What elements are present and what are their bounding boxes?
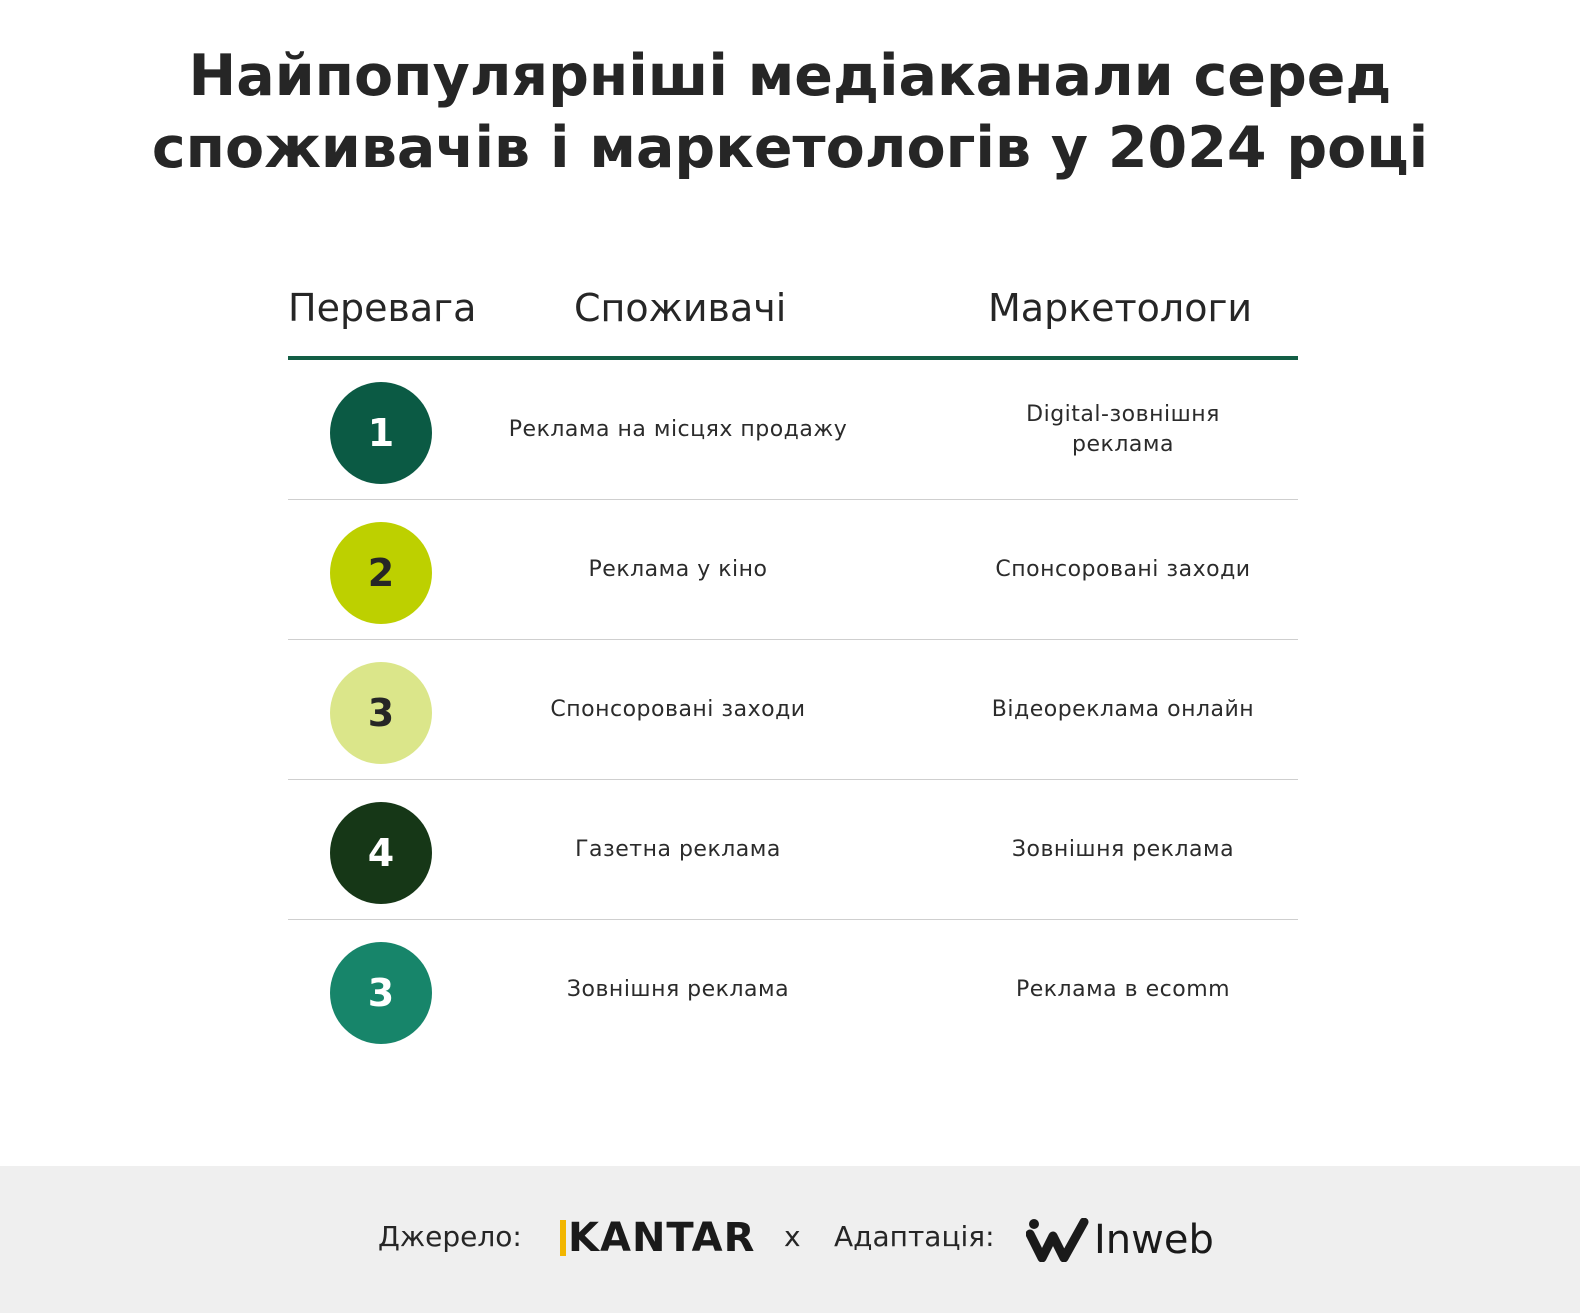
table-row — [288, 920, 1298, 1059]
rank-badge: 3 — [330, 942, 432, 1044]
marketer-channel: Digital-зовнішня реклама — [1026, 401, 1220, 457]
separator-x: x — [784, 1220, 801, 1253]
page-title — [0, 40, 1580, 184]
inweb-logo-text: Inweb — [1094, 1217, 1214, 1263]
column-header-rank: Перевага — [288, 286, 477, 330]
table-header — [288, 278, 1298, 360]
rank-badge: 3 — [330, 662, 432, 764]
column-header-consumers: Споживачі — [574, 286, 787, 330]
consumer-channel: Реклама на місцях продажу — [508, 416, 848, 442]
marketer-channel: Реклама в ecomm — [1015, 976, 1231, 1002]
rank-badge: 4 — [330, 802, 432, 904]
rank-badge: 2 — [330, 522, 432, 624]
footer — [0, 1166, 1580, 1313]
marketer-channel: Спонсоровані заходи — [995, 556, 1251, 582]
source-label: Джерело: — [378, 1220, 522, 1253]
kantar-logo — [560, 1216, 755, 1260]
consumer-channel: Реклама у кіно — [588, 556, 768, 582]
kantar-accent-bar — [560, 1220, 566, 1256]
consumer-channel: Спонсоровані заходи — [550, 696, 806, 722]
kantar-logo-text: KANTAR — [568, 1215, 756, 1261]
table-row — [288, 360, 1298, 500]
inweb-w-icon — [1026, 1218, 1090, 1262]
marketer-channel: Відеореклама онлайн — [991, 696, 1255, 722]
adaptation-label: Адаптація: — [834, 1220, 995, 1253]
consumer-channel: Газетна реклама — [575, 836, 781, 862]
rank-badge: 1 — [330, 382, 432, 484]
marketer-channel: Зовнішня реклама — [1011, 836, 1235, 862]
ranking-table — [288, 278, 1298, 1059]
table-row — [288, 780, 1298, 920]
inweb-logo — [1026, 1210, 1214, 1270]
table-row — [288, 500, 1298, 640]
consumer-channel: Зовнішня реклама — [566, 976, 790, 1002]
title-line-1: Найпопулярніші медіаканали серед — [188, 43, 1392, 109]
column-header-marketers: Маркетологи — [988, 286, 1253, 330]
title-line-2: споживачів і маркетологів у 2024 році — [151, 115, 1429, 181]
table-row — [288, 640, 1298, 780]
